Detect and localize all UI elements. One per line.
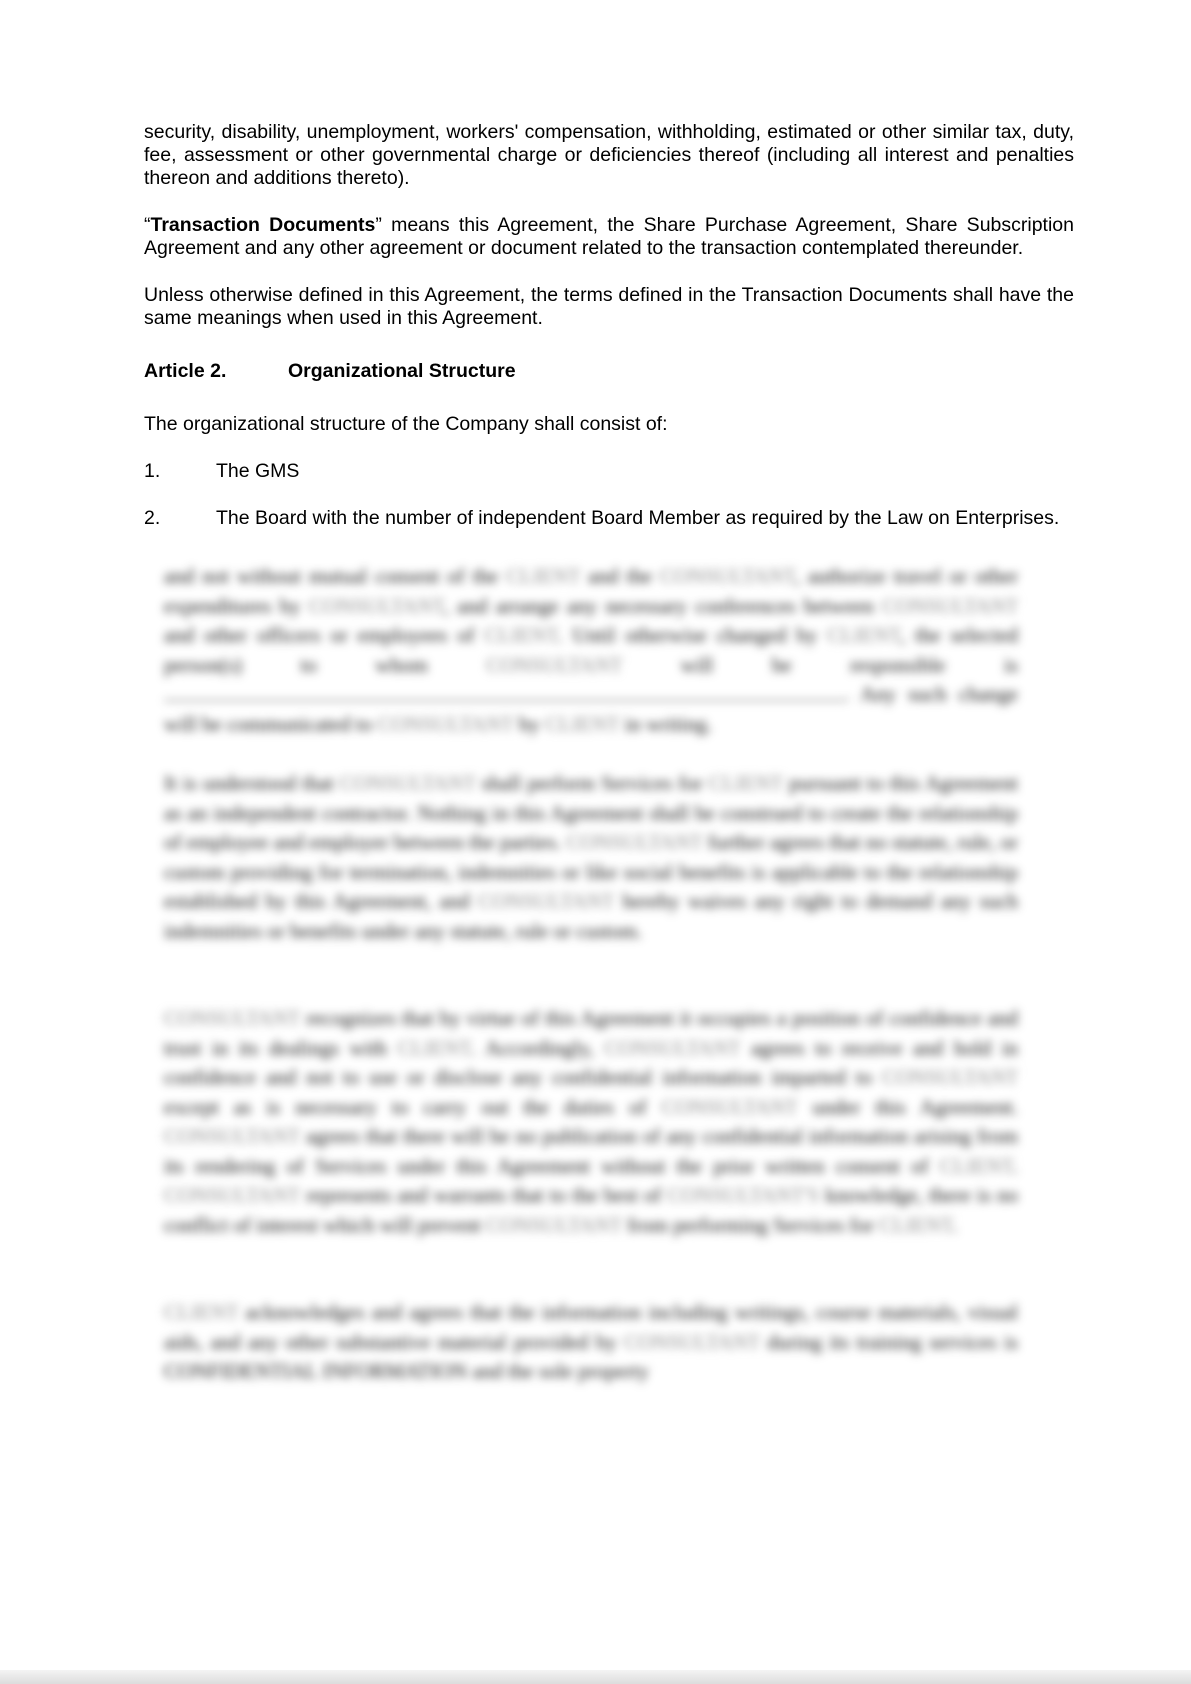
blurred-party-name: CONSULTANT bbox=[377, 711, 514, 736]
blurred-party-name: CONSULTANT bbox=[604, 1035, 741, 1060]
blurred-paragraph bbox=[164, 769, 1018, 946]
blurred-text: agrees to receive and hold in confidence and not to use or disclose any confidential information imparted to bbox=[164, 1035, 1019, 1089]
paragraph-transaction-documents-definition bbox=[144, 214, 1074, 260]
article-heading bbox=[144, 360, 1074, 383]
blurred-text: knowledge, there is no conflict of interest which will prevent bbox=[164, 1183, 1019, 1237]
open-quote: “ bbox=[144, 214, 151, 236]
blurred-text: shall perform Services for bbox=[481, 771, 703, 795]
blurred-party-name: CONSULTANT bbox=[882, 593, 1019, 618]
blurred-party-name: CONSULTANT bbox=[478, 889, 615, 913]
blurred-text: by bbox=[518, 711, 540, 736]
blurred-party-name: CONSULTANT bbox=[164, 1124, 301, 1148]
blurred-text: represents and warrants that to the best of bbox=[306, 1183, 662, 1207]
blurred-text: It is understood that bbox=[164, 771, 334, 795]
blurred-text: and other officers or employees of bbox=[164, 623, 475, 647]
blurred-text: , authorize travel or other expenditures by bbox=[164, 564, 1019, 618]
blurred-text: recognizes that by virtue of this Agreement it occupies a position of confidence and trust in its dealings with bbox=[164, 1006, 1019, 1060]
blurred-party-name: CONSULTANT bbox=[164, 1006, 301, 1030]
blurred-text: in writing. bbox=[624, 711, 712, 736]
blurred-party-name: CONSULTANT bbox=[308, 593, 444, 618]
blurred-party-name: CONSULTANT bbox=[486, 652, 623, 677]
blurred-paragraph bbox=[164, 1298, 1018, 1387]
list-item-text: The Board with the number of independent Board Member as required by the Law on Enterprises. bbox=[216, 507, 1060, 529]
definition-text: ” means this Agreement, the Share Purchase Agreement, Share Subscription Agreement and any other agreement or document related to the transaction contemplated thereunder. bbox=[144, 214, 1074, 259]
blurred-party-name: CONSULTANT bbox=[661, 1094, 798, 1119]
paragraph-tax-definition: security, disability, unemployment, workers' compensation, withholding, estimated or other similar tax, duty, fee, assessment or other governmental charge or deficiencies thereof (including all interest and penalties thereon and additions thereto). bbox=[144, 121, 1074, 189]
blurred-text: hereby waives any right to demand any such indemnities or benefits under any statute, rule or custom. bbox=[164, 889, 1019, 943]
document-content bbox=[144, 121, 1074, 530]
blurred-text: , and arrange any necessary conferences between bbox=[443, 593, 874, 618]
blurred-party-name: CONSULTANT bbox=[339, 771, 476, 795]
blurred-text: from performing Services for bbox=[627, 1212, 874, 1237]
blurred-text: and not without mutual consent of the bbox=[164, 564, 499, 588]
blurred-text: pursuant to this Agreement as an independent contractor. Nothing in this Agreement shall be construed to create the relationship of employee and employer between the parties. bbox=[164, 771, 1018, 854]
blurred-party-name: CONSULTANT bbox=[566, 830, 703, 854]
blurred-party-name: CONSULTANT'S bbox=[667, 1183, 820, 1207]
blurred-text: under this Agreement. bbox=[812, 1094, 1019, 1119]
blurred-text: and the bbox=[588, 564, 653, 588]
blurred-party-name: CONSULTANT bbox=[164, 1183, 301, 1207]
paragraph-structure-intro: The organizational structure of the Company shall consist of: bbox=[144, 413, 668, 435]
blurred-text: . bbox=[1012, 1153, 1019, 1178]
blurred-party-name: CLIENT bbox=[708, 771, 783, 795]
article-title: Organizational Structure bbox=[288, 360, 516, 382]
list-item-text: The GMS bbox=[216, 460, 300, 482]
blurred-text: during its training services is CONFIDENTIAL INFORMATION and the sole property bbox=[164, 1329, 1018, 1383]
list-item bbox=[144, 460, 1074, 483]
page-bottom-edge bbox=[0, 1670, 1191, 1684]
blurred-party-name: CONSULTANT bbox=[881, 1065, 1018, 1089]
list-item-number: 1. bbox=[144, 460, 161, 482]
blurred-party-name: CLIENT bbox=[164, 1300, 239, 1324]
blurred-party-name: CLIENT bbox=[484, 623, 558, 647]
blurred-preview-text bbox=[164, 562, 1018, 1482]
list-item bbox=[144, 507, 1074, 530]
paragraph-unless-otherwise-defined: Unless otherwise defined in this Agreement, the terms defined in the Transaction Documents shall have the same meanings when used in this Agreement. bbox=[144, 284, 1074, 329]
blurred-text: . Any such change will be communicated to bbox=[164, 682, 1018, 736]
list-item-number: 2. bbox=[144, 507, 161, 529]
blurred-text: . Until otherwise changed by bbox=[557, 623, 818, 647]
blurred-party-name: CLIENT bbox=[544, 711, 620, 736]
blank-fill-line bbox=[164, 686, 844, 701]
blurred-paragraph bbox=[164, 1004, 1018, 1240]
blurred-text: , the selected person(s) to whom bbox=[164, 623, 1019, 677]
blurred-text: will be responsible is bbox=[680, 652, 1018, 677]
blurred-party-name: CLIENT bbox=[397, 1035, 471, 1060]
blurred-text: further agrees that no statute, rule, or custom providing for termination, indemnities or like social benefits is applicable to the relationship established by this Agreement, and bbox=[164, 830, 1019, 913]
blurred-text: agrees that there will be no publication of any confidential information arising from its rendering of Services under this Agreement without the prior written consent of bbox=[164, 1124, 1018, 1178]
blurred-party-name: CLIENT bbox=[939, 1153, 1013, 1178]
blurred-party-name: CONSULTANT bbox=[623, 1329, 760, 1354]
blurred-party-name: CLIENT bbox=[879, 1212, 953, 1237]
blurred-paragraph bbox=[164, 562, 1018, 739]
blurred-party-name: CONSULTANT bbox=[485, 1212, 622, 1237]
blurred-text: acknowledges and agrees that the information including writings, course materials, visual aids, and any other substantive material provided by bbox=[164, 1300, 1018, 1354]
blurred-text: . bbox=[952, 1212, 958, 1237]
defined-term-transaction-documents: Transaction Documents bbox=[150, 214, 376, 236]
blurred-party-name: CLIENT bbox=[826, 623, 901, 647]
blurred-text: except as is necessary to carry out the duties of bbox=[164, 1094, 647, 1119]
blurred-party-name: CLIENT bbox=[506, 564, 581, 588]
blurred-party-name: CONSULTANT bbox=[659, 564, 795, 588]
blurred-text: . Accordingly, bbox=[470, 1035, 594, 1060]
article-number: Article 2. bbox=[144, 360, 227, 382]
